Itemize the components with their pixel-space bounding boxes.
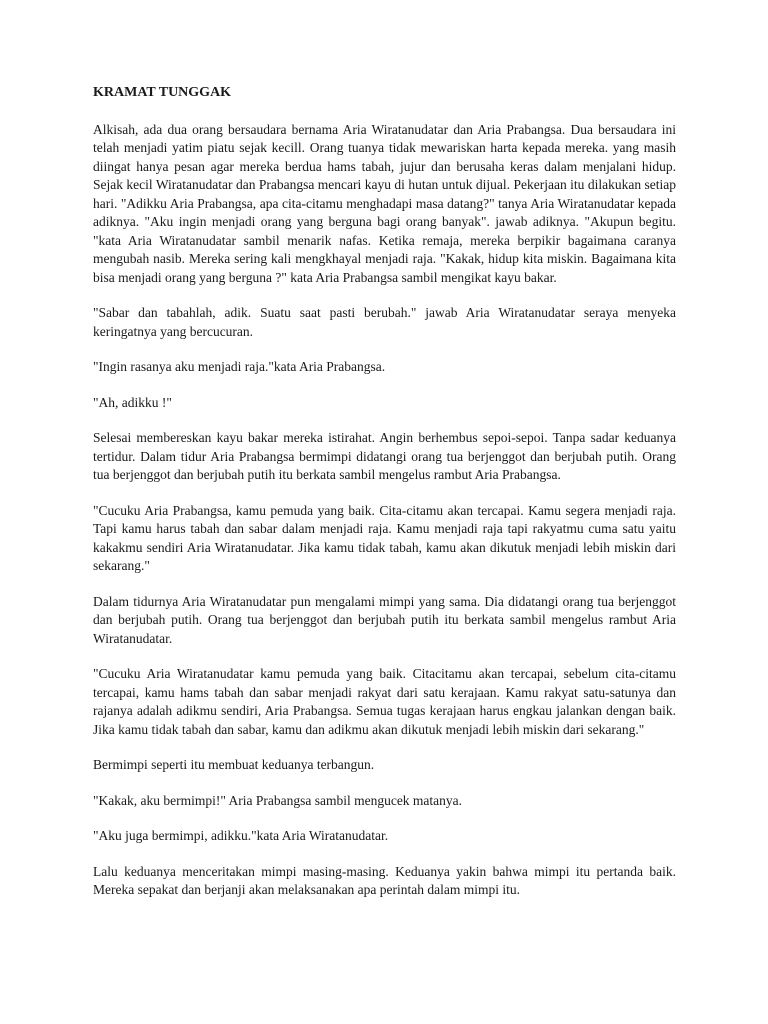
paragraph-12: Lalu keduanya menceritakan mimpi masing-masing. Keduanya yakin bahwa mimpi itu pertanda baik. Mereka sepakat dan berjanji akan melaksanakan apa perintah dalam mimpi itu. [93,863,676,897]
paragraph-11: "Aku juga bermimpi, adikku."kata Aria Wiratanudatar. [93,828,389,843]
document-title: KRAMAT TUNGGAK [93,85,232,100]
paragraph-5: Selesai membereskan kayu bakar mereka istirahat. Angin berhembus sepoi-sepoi. Tanpa sadar keduanya tertidur. Dalam tidur Aria Prabangsa bermimpi didatangi orang tua berjenggot dan berjubah putih. Orang tua berjenggot dan berjubah putih itu berkata sambil mengelus rambut Aria Prabangsa. [93,430,676,482]
paragraph-6: "Cucuku Aria Prabangsa, kamu pemuda yang baik. Cita-citamu akan tercapai. Kamu segera menjadi raja. Tapi kamu harus tabah dan sabar dalam menjadi raja. Kamu menjadi raja tapi rakyatmu cuma satu yaitu kakakmu sendiri Aria Wiratanudatar. Jika kamu tidak tabah, kamu akan dikutuk menjadi lebih miskin dari sekarang." [93,502,676,573]
paragraph-2: "Sabar dan tabahlah, adik. Suatu saat pasti berubah." jawab Aria Wiratanudatar seraya menyeka keringatnya yang bercucuran. [93,305,676,339]
paragraph-10: "Kakak, aku bermimpi!" Aria Prabangsa sambil mengucek matanya. [93,792,463,808]
paragraph-9: Bermimpi seperti itu membuat keduanya terbangun. [93,757,375,772]
paragraph-4: "Ah, adikku !" [93,394,172,410]
paragraph-1: Alkisah, ada dua orang bersaudara bernama Aria Wiratanudatar dan Aria Prabangsa. Dua bersaudara ini telah menjadi yatim piatu sejak kecill. Orang tuanya tidak mewariskan harta kepada mereka. yang masih diingat hanya pesan agar mereka berdua hams tabah, jujur dan berusaha keras dalam menjalani hidup. Sejak kecil Wiratanudatar dan Prabangsa mencari kayu di hutan untuk dijual. Pekerjaan itu dilakukan setiap hari. "Adikku Aria Prabangsa, apa cita-citamu menghadapi masa datang?" tanya Aria Wiratanudatar kepada adiknya. "Aku ingin menjadi orang yang berguna bagi orang banyak". jawab adiknya. "Akupun begitu. "kata Aria Wiratanudatar sambil menarik nafas. Ketika remaja, mereka berpikir bagaimana caranya mengubah nasib. Mereka sering kali mengkhayal menjadi raja. "Kakak, hidup kita miskin. Bagaimana kita bisa menjadi orang yang berguna ?" kata Aria Prabangsa sambil mengikat kayu bakar. [93,121,676,285]
document-page [93,84,676,917]
paragraph-3: "Ingin rasanya aku menjadi raja."kata Aria Prabangsa. [93,359,386,374]
paragraph-8: "Cucuku Aria Wiratanudatar kamu pemuda yang baik. Citacitamu akan tercapai, sebelum cita-citamu tercapai, kamu hams tabah dan sabar menjadi rakyat dari satu kerajaan. Kamu rakyat satu-satunya dan rajanya adalah adikmu sendiri, Aria Prabangsa. Semua tugas kerajaan harus engkau jalankan dengan baik. Jika kamu tidak tabah dan sabar, kamu dan adikmu akan dikutuk menjadi lebih miskin dari sekarang." [93,666,676,737]
paragraph-7: Dalam tidurnya Aria Wiratanudatar pun mengalami mimpi yang sama. Dia didatangi orang tua berjenggot dan berjubah putih. Orang tua berjenggot dan berjubah putih itu berkata sambil mengelus rambut Aria Wiratanudatar. [93,593,676,646]
